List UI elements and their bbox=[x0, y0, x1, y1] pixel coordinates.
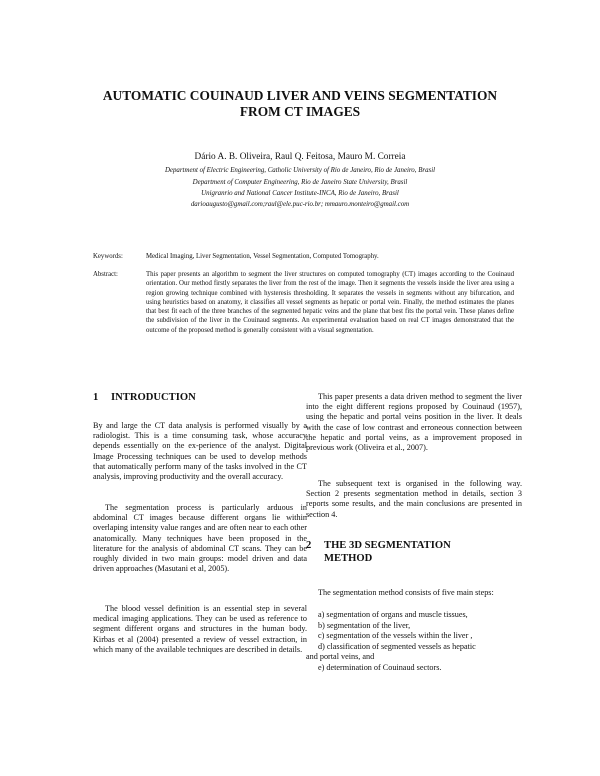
intro-paragraph-2: The segmentation process is particularly arduous in abdominal CT images because different organs lie within overlaping intensity value ranges and are often near to each other anatomically. Many techniques have been proposed in the literature for the analysis of abdominal CT scans. They can be roughly divided in two main groups: model driven and data driven approaches (Masutani et al, 2005). bbox=[93, 503, 307, 574]
keywords: Medical Imaging, Liver Segmentation, Vessel Segmentation, Computed Tomography. bbox=[146, 253, 379, 260]
keywords-label: Keywords: bbox=[93, 253, 123, 260]
list-item: c) segmentation of the vessels within the liver , bbox=[318, 631, 473, 640]
list-item: e) determination of Couinaud sectors. bbox=[318, 662, 442, 672]
affiliation-2: Department of Computer Engineering, Rio de Janeiro State University, Brasil bbox=[192, 179, 408, 186]
list-item: b) segmentation of the liver, bbox=[318, 620, 411, 630]
section-2-title-line-2: METHOD bbox=[324, 552, 373, 564]
intro-paragraph-4: This paper presents a data driven method to segment the liver into the eight different regions proposed by Couinaud (1957), using the hepatic and portal veins position in the liver. It deals with the case of low contrast and erroneous connection between the hepatic and portal veins, as a improvement proposed in previous work (Oliveira et al., 2007). bbox=[306, 392, 522, 453]
section-1-number: 1 bbox=[93, 392, 99, 403]
method-steps-list bbox=[306, 610, 476, 673]
intro-paragraph-5: The subsequent text is organised in the following way. Section 2 presents segmentation method in details, section 3 reports some results, and the main conclusions are presented in section 4. bbox=[306, 479, 522, 519]
intro-paragraph-3: The blood vessel definition is an essential step in several medical imaging applications. They can be used as reference to segment different organs and structures in the human body. Kirbas et al (2004) presented a review of vessel extraction, in which many of the available techniques are described in details. bbox=[93, 604, 307, 654]
section-1-heading bbox=[93, 392, 196, 405]
intro-paragraph-1: By and large the CT data analysis is performed visually by a radiologist. This is a time consuming task, whose accuracy depends essentially on the ex-perience of the analyst. Digital Image Processing techniques can be used to develop methods that automatically perform many of the tasks involved in the CT analysis, improving productivity and the overall accuracy. bbox=[93, 421, 307, 482]
section-1-title: INTRODUCTION bbox=[111, 392, 196, 403]
section-2-title-line-1: THE 3D SEGMENTATION bbox=[324, 540, 451, 551]
author-emails: darioaugusto@gmail.com;raul@ele.puc-rio.br; mmauro.monteiro@gmail.com bbox=[190, 201, 410, 208]
method-paragraph-1: The segmentation method consists of five main steps: bbox=[318, 588, 494, 597]
section-2-heading bbox=[306, 540, 451, 565]
list-item: a) segmentation of organs and muscle tissues, bbox=[318, 610, 468, 619]
paper-title: AUTOMATIC COUINAUD LIVER AND VEINS SEGMENTATION FROM CT IMAGES bbox=[102, 88, 498, 119]
abstract: This paper presents an algorithm to segment the liver structures on computed tomography (CT) images according to the Couinaud orientation. Our method firstly separates the liver from the rest of the image. Then it segments the vessels inside the liver area using a region growing technique combined with hysteresis thresholding. It separates the vessels in segments without any bifurcation, and using heuristics based on anatomy, it classifies all vessel segments as hepatic or portal vein. Finally, the method estimates the planes that best fit each of the three branches of the segmented hepatic veins and the plane that best fits the portal vein. These planes define the subdivision of the liver in the Couinaud segments. An experimental evaluation based on real CT images demonstrated that the outcome of the proposed method is generally consistent with a visual segmentation. bbox=[146, 271, 514, 334]
list-item: and portal veins, and bbox=[306, 652, 375, 661]
authors: Dário A. B. Oliveira, Raul Q. Feitosa, Mauro M. Correia bbox=[194, 152, 406, 162]
list-item: d) classification of segmented vessels as hepatic bbox=[318, 641, 476, 651]
affiliation-1: Department of Electric Engineering, Catholic University of Rio de Janeiro, Rio de Janeiro, Brasil bbox=[164, 167, 436, 174]
affiliation-3: Unigranrio and National Cancer Institute-INCA, Rio de Janeiro, Brasil bbox=[201, 190, 399, 197]
abstract-label: Abstract: bbox=[93, 271, 118, 278]
section-2-number: 2 bbox=[306, 540, 312, 551]
